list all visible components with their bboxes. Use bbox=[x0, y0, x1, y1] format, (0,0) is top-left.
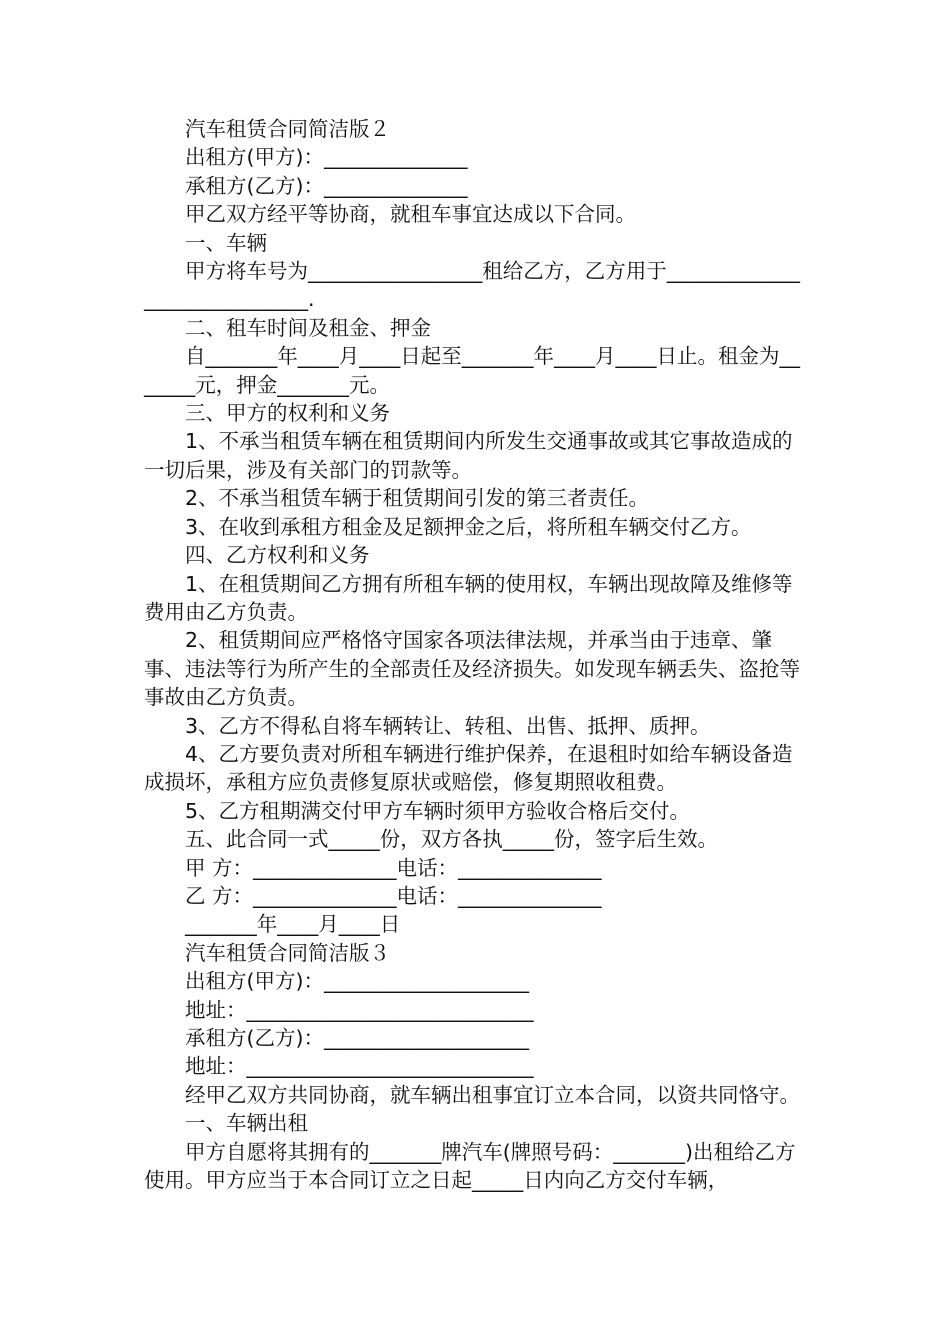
lessee-address: 地址：____________________________ bbox=[185, 1054, 534, 1079]
section-1-heading: 一、车辆 bbox=[185, 230, 267, 255]
section-4-item-1: 1、在租赁期间乙方拥有所租车辆的使用权，车辆出现故障及维修等费用由乙方负责。 bbox=[144, 571, 793, 624]
party-a-sign: 甲 方：______________电话：______________ bbox=[185, 855, 602, 880]
lessor-line-3: 出租方(甲方)：____________________ bbox=[185, 969, 529, 994]
section-3-item-3: 3、在收到承租方租金及足额押金之后，将所租车辆交付乙方。 bbox=[185, 514, 752, 539]
section-4-item-4: 4、乙方要负责对所租车辆进行维护保养，在退租时如给车辆设备造成损坏，承租方应负责修复原状或赔偿，修复期照收租费。 bbox=[144, 741, 793, 795]
section-4-item-2: 2、租赁期间应严格恪守国家各项法律法规，并承当由于违章、肇事、违法等行为所产生的全部责任及经济损失。如发现车辆丢失、盗抢等事故由乙方负责。 bbox=[144, 628, 800, 710]
intro-3: 经甲乙双方共同协商，就车辆出租事宜订立本合同，以资共同恪守。 bbox=[185, 1082, 800, 1107]
section-4-heading: 四、乙方权利和义务 bbox=[185, 543, 370, 568]
section-4-item-5: 5、乙方租期满交付甲方车辆时须甲方验收合格后交付。 bbox=[185, 798, 691, 823]
section-3-heading: 三、甲方的权利和义务 bbox=[185, 401, 390, 426]
section-3-item-2: 2、不承当租赁车辆于租赁期间引发的第三者责任。 bbox=[185, 486, 650, 511]
lessor-line: 出租方(甲方)：______________ bbox=[185, 145, 468, 170]
document-body bbox=[144, 115, 808, 1194]
sign-date: _______年____月____日 bbox=[185, 912, 401, 937]
party-b-sign: 乙 方：______________电话：______________ bbox=[185, 883, 602, 908]
section-1-body: 甲方将车号为_________________租给乙方，乙方用于_____________________________. bbox=[144, 259, 800, 312]
section-2-heading: 二、租车时间及租金、押金 bbox=[185, 315, 431, 340]
section-2-body: 自_______年____月____日起至_______年____月____日止。租金为_______元，押金_______元。 bbox=[144, 344, 800, 397]
lessee-line: 承租方(乙方)：______________ bbox=[185, 173, 468, 198]
title-2: 汽车租赁合同简洁版２ bbox=[185, 117, 390, 141]
intro: 甲乙双方经平等协商，就租车事宜达成以下合同。 bbox=[185, 202, 636, 227]
section-3-item-1: 1、不承当租赁车辆在租赁期间内所发生交通事故或其它事故造成的一切后果，涉及有关部门的罚款等。 bbox=[144, 429, 793, 482]
lessee-line-3: 承租方(乙方)：____________________ bbox=[185, 1026, 529, 1050]
section-4-item-3: 3、乙方不得私自将车辆转让、转租、出售、抵押、质押。 bbox=[185, 713, 711, 738]
title-3: 汽车租赁合同简洁版３ bbox=[185, 940, 390, 965]
lessor-address: 地址：____________________________ bbox=[185, 997, 534, 1022]
section-1-heading-3: 一、车辆出租 bbox=[185, 1111, 308, 1136]
section-5: 五、此合同一式_____份，双方各执_____份，签字后生效。 bbox=[185, 827, 718, 852]
section-1-body-3: 甲方自愿将其拥有的_______牌汽车(牌照号码：_______)出租给乙方使用。甲方应当于本合同订立之日起_____日内向乙方交付车辆， bbox=[144, 1139, 796, 1193]
